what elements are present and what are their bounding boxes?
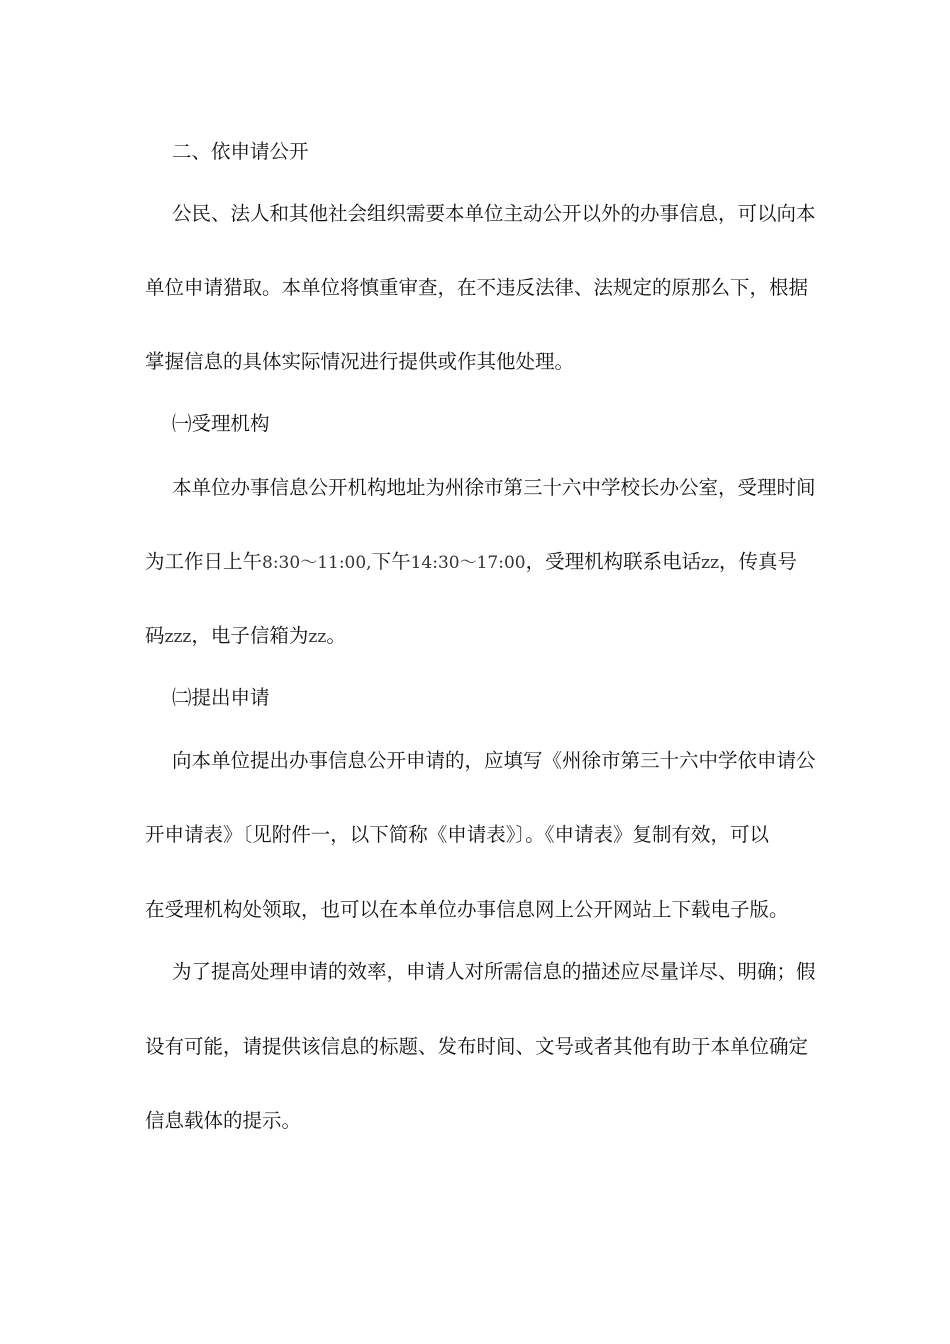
email-address: zz — [308, 627, 327, 647]
text-fragment: ，电子信箱为 — [191, 624, 309, 647]
paragraph-line: 单位申请猎取。本单位将慎重审查，在不违反法律、法规定的原那么下，根据 — [145, 276, 809, 299]
paragraph-line: 掌握信息的具体实际情况进行提供或作其他处理。 — [145, 350, 575, 373]
morning-hours: 8:30～11:00, — [262, 553, 372, 573]
paragraph-line — [145, 550, 797, 575]
fax-number: zzz — [164, 627, 192, 647]
text-fragment: ，受理机构联系电话 — [525, 550, 702, 573]
paragraph-line: 为了提高处理申请的效率，申请人对所需信息的描述应尽量详尽、明确；假 — [172, 960, 816, 983]
paragraph-line — [145, 624, 346, 649]
paragraph-line: 公民、法人和其他社会组织需要本单位主动公开以外的办事信息，可以向本 — [172, 202, 816, 225]
paragraph-line: 开申请表》〔见附件一，以下简称《申请表》〕。《申请表》复制有效，可以 — [145, 823, 770, 846]
text-fragment: 。 — [326, 624, 346, 647]
afternoon-hours: 14:30～17:00 — [410, 553, 526, 573]
phone-number: zz — [701, 553, 720, 573]
text-fragment: 下午 — [371, 550, 411, 573]
section-heading: 二、依申请公开 — [172, 140, 309, 163]
paragraph-line: 本单位办事信息公开机构地址为州徐市第三十六中学校长办公室，受理时间 — [172, 476, 816, 499]
paragraph-line: 信息载体的提示。 — [145, 1109, 302, 1132]
subsection-heading: ㈠受理机构 — [172, 412, 270, 435]
text-fragment: 为工作日上午 — [145, 550, 263, 573]
paragraph-line: 设有可能，请提供该信息的标题、发布时间、文号或者其他有助于本单位确定 — [145, 1035, 809, 1058]
paragraph-line: 在受理机构处领取，也可以在本单位办事信息网上公开网站上下载电子版。 — [145, 898, 789, 921]
subsection-heading: ㈡提出申请 — [172, 686, 270, 709]
text-fragment: ，传真号 — [719, 550, 798, 573]
paragraph-line: 向本单位提出办事信息公开申请的，应填写《州徐市第三十六中学依申请公 — [172, 749, 816, 772]
text-fragment: 码 — [145, 624, 165, 647]
